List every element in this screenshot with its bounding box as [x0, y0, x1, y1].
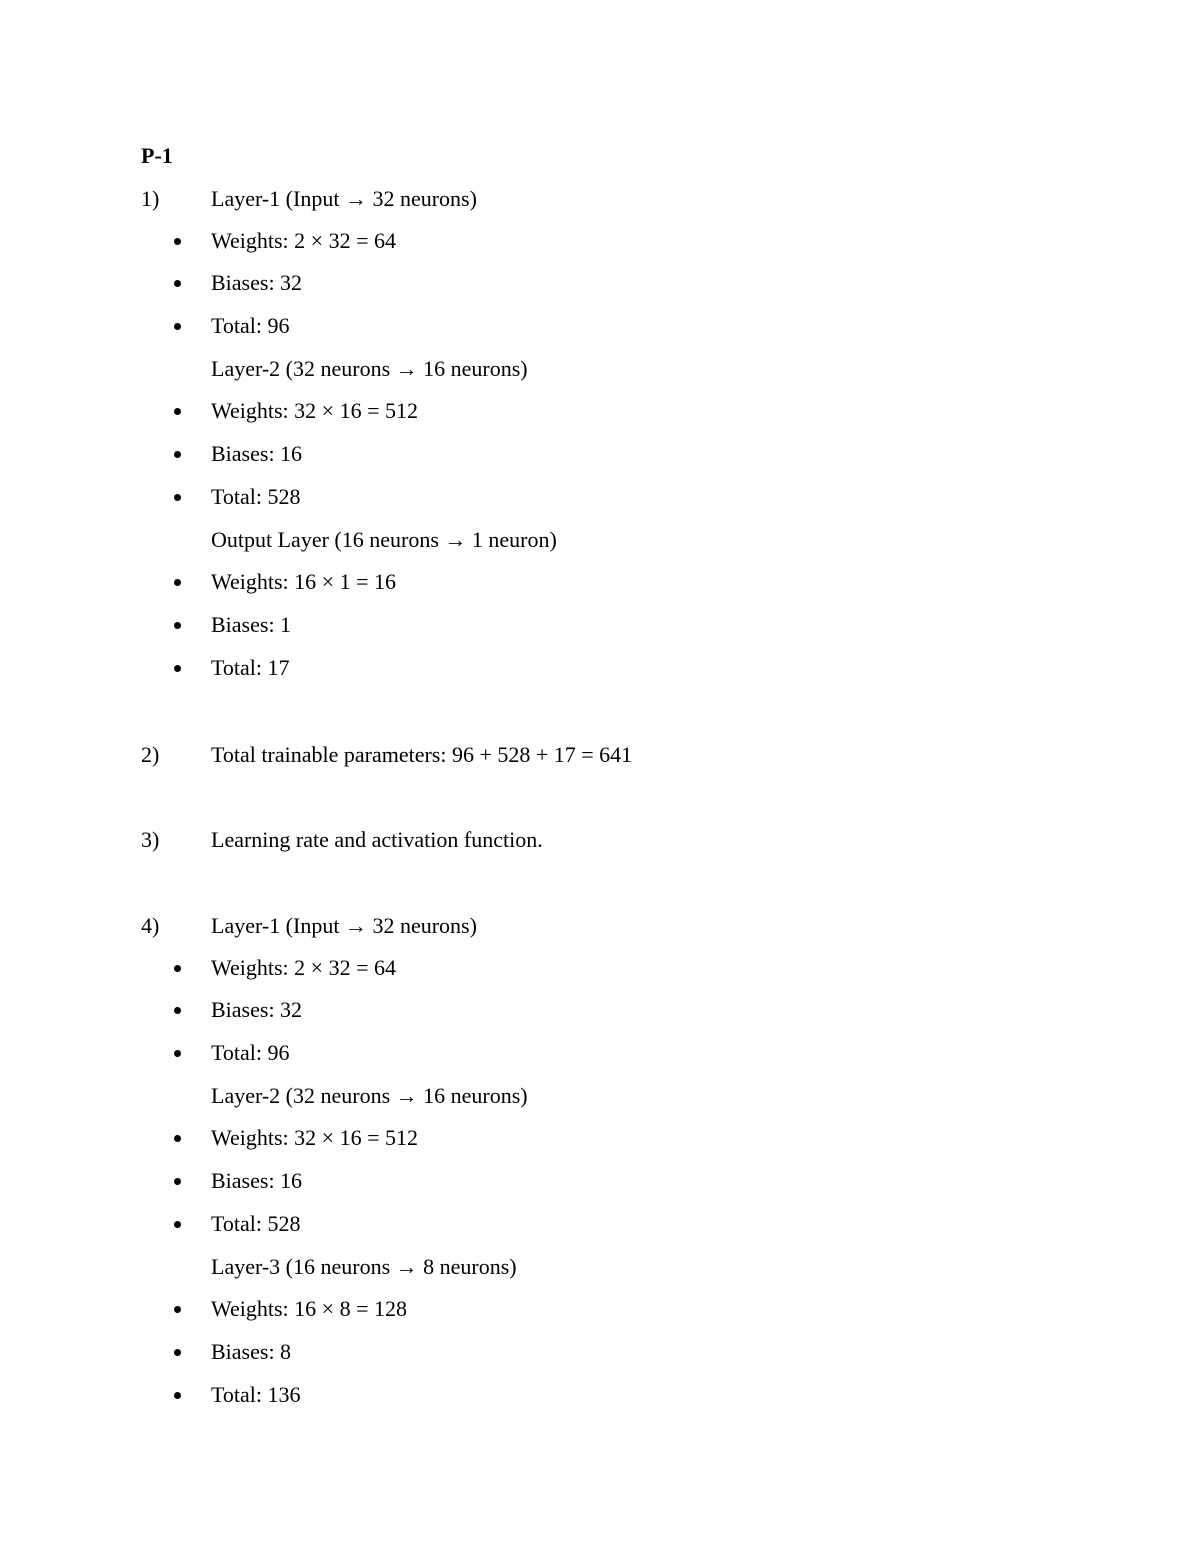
- bullet-icon: [174, 622, 181, 629]
- bullet-text: Total: 96: [211, 313, 290, 338]
- bullet-icon: [174, 1178, 181, 1185]
- bullet-text: Biases: 32: [211, 270, 303, 295]
- bullet-icon: [174, 323, 181, 330]
- bullet-text: Biases: 8: [211, 1339, 292, 1364]
- bullet-text: Total: 17: [211, 655, 290, 680]
- bullet-text: Biases: 32: [211, 997, 303, 1022]
- item-number: 1): [141, 186, 160, 211]
- bullet-text: Biases: 16: [211, 441, 303, 466]
- bullet-text: Weights: 2 × 32 = 64: [211, 228, 396, 253]
- bullet-text: Biases: 1: [211, 612, 292, 637]
- bullet-icon: [174, 238, 181, 245]
- layer-heading: Layer-1 (Input → 32 neurons): [211, 913, 477, 938]
- bullet-icon: [174, 1221, 181, 1228]
- bullet-icon: [174, 1135, 181, 1142]
- bullet-icon: [174, 1007, 181, 1014]
- bullet-text: Total: 136: [211, 1382, 301, 1407]
- layer-heading: Layer-2 (32 neurons → 16 neurons): [211, 356, 528, 381]
- layer-heading: Layer-1 (Input → 32 neurons): [211, 186, 477, 211]
- bullet-icon: [174, 280, 181, 287]
- bullet-icon: [174, 1349, 181, 1356]
- answer-text: Learning rate and activation function.: [211, 827, 543, 852]
- item-number: 4): [141, 913, 160, 938]
- bullet-text: Weights: 32 × 16 = 512: [211, 398, 418, 423]
- bullet-icon: [174, 579, 181, 586]
- bullet-text: Biases: 16: [211, 1168, 303, 1193]
- bullet-icon: [174, 965, 181, 972]
- bullet-icon: [174, 408, 181, 415]
- bullet-text: Weights: 16 × 1 = 16: [211, 569, 396, 594]
- item-number: 3): [141, 827, 160, 852]
- bullet-icon: [174, 1306, 181, 1313]
- bullet-text: Weights: 16 × 8 = 128: [211, 1296, 407, 1321]
- bullet-text: Total: 528: [211, 484, 301, 509]
- layer-heading: Layer-3 (16 neurons → 8 neurons): [211, 1254, 517, 1279]
- layer-heading: Output Layer (16 neurons → 1 neuron): [211, 527, 557, 552]
- bullet-text: Total: 96: [211, 1040, 290, 1065]
- bullet-text: Total: 528: [211, 1211, 301, 1236]
- bullet-text: Weights: 2 × 32 = 64: [211, 955, 396, 980]
- bullet-icon: [174, 1050, 181, 1057]
- layer-heading: Layer-2 (32 neurons → 16 neurons): [211, 1083, 528, 1108]
- page-title: P-1: [141, 143, 173, 168]
- bullet-icon: [174, 494, 181, 501]
- bullet-text: Weights: 32 × 16 = 512: [211, 1125, 418, 1150]
- bullet-icon: [174, 665, 181, 672]
- item-number: 2): [141, 742, 160, 767]
- bullet-icon: [174, 451, 181, 458]
- total-parameters-text: Total trainable parameters: 96 + 528 + 17 = 641: [211, 742, 633, 767]
- bullet-icon: [174, 1392, 181, 1399]
